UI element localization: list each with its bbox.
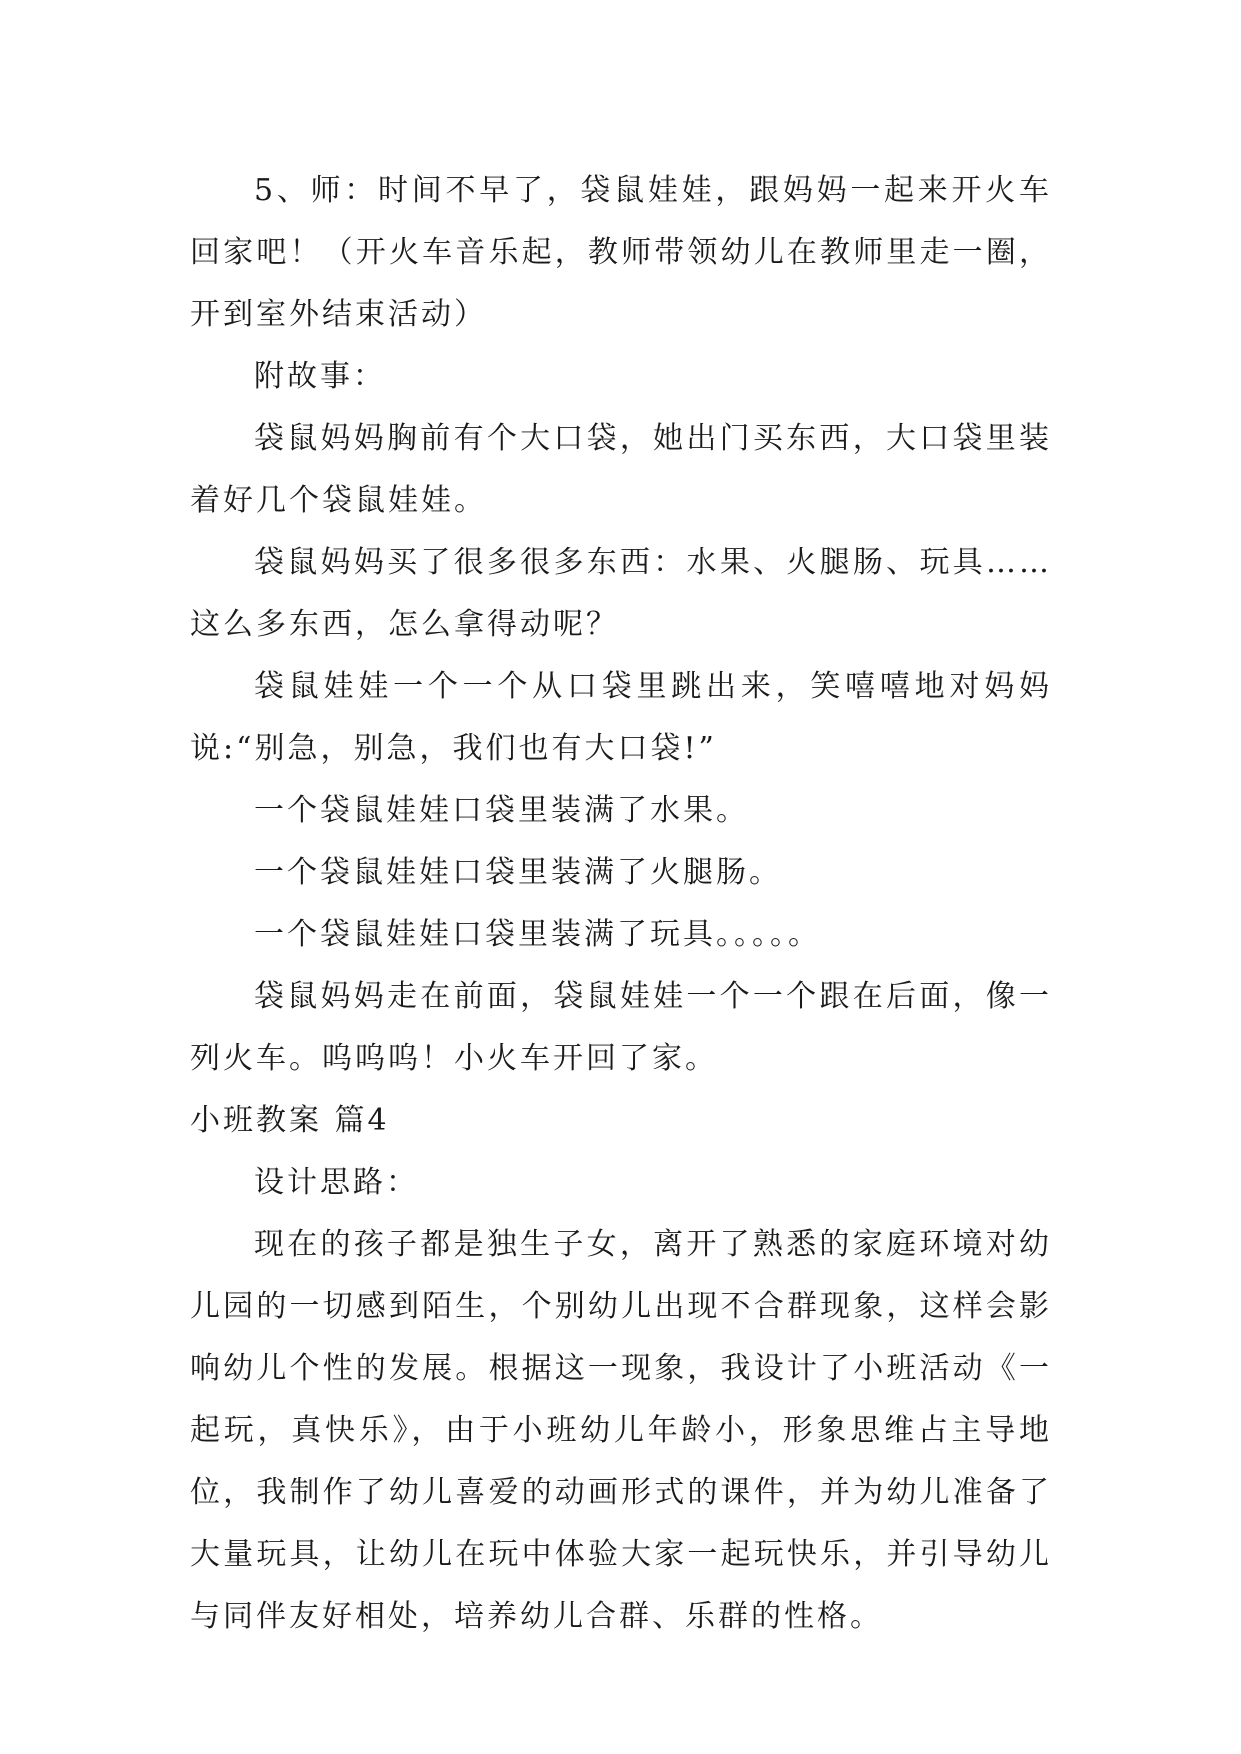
paragraph-story-7: 袋鼠妈妈走在前面，袋鼠娃娃一个一个跟在后面，像一列火车。呜呜呜！小火车开回了家。 bbox=[190, 979, 1052, 1076]
paragraph-story-1: 袋鼠妈妈胸前有个大口袋，她出门买东西，大口袋里装着好几个袋鼠娃娃。 bbox=[190, 421, 1052, 518]
paragraph-design-label: 设计思路： bbox=[254, 1165, 419, 1200]
paragraph-story-6: 一个袋鼠娃娃口袋里装满了玩具。。。。。 bbox=[254, 917, 821, 952]
section-heading: 小班教案 篇4 bbox=[190, 1103, 390, 1138]
paragraph-design-idea: 现在的孩子都是独生子女，离开了熟悉的家庭环境对幼儿园的一切感到陌生，个别幼儿出现不合群现象，这样会影响幼儿个性的发展。根据这一现象，我设计了小班活动《一起玩，真快乐》，由于小班幼儿年龄小，形象思维占主导地位，我制作了幼儿喜爱的动画形式的课件，并为幼儿准备了大量玩具，让幼儿在玩中体验大家一起玩快乐，并引导幼儿与同伴友好相处，培养幼儿合群、乐群的性格。 bbox=[190, 1227, 1052, 1634]
paragraph-story-4: 一个袋鼠娃娃口袋里装满了水果。 bbox=[254, 793, 749, 828]
document-body bbox=[190, 160, 1052, 1648]
paragraph-story-3: 袋鼠娃娃一个一个从口袋里跳出来，笑嘻嘻地对妈妈说:“别急，别急，我们也有大口袋!” bbox=[190, 669, 1052, 766]
paragraph-story-5: 一个袋鼠娃娃口袋里装满了火腿肠。 bbox=[254, 855, 782, 890]
paragraph-story-label: 附故事： bbox=[254, 359, 386, 394]
paragraph-closing-activity: 5、师：时间不早了，袋鼠娃娃，跟妈妈一起来开火车回家吧！（开火车音乐起，教师带领幼儿在教师里走一圈，开到室外结束活动） bbox=[190, 173, 1052, 332]
paragraph-story-2: 袋鼠妈妈买了很多很多东西：水果、火腿肠、玩具……这么多东西，怎么拿得动呢？ bbox=[190, 545, 1052, 642]
